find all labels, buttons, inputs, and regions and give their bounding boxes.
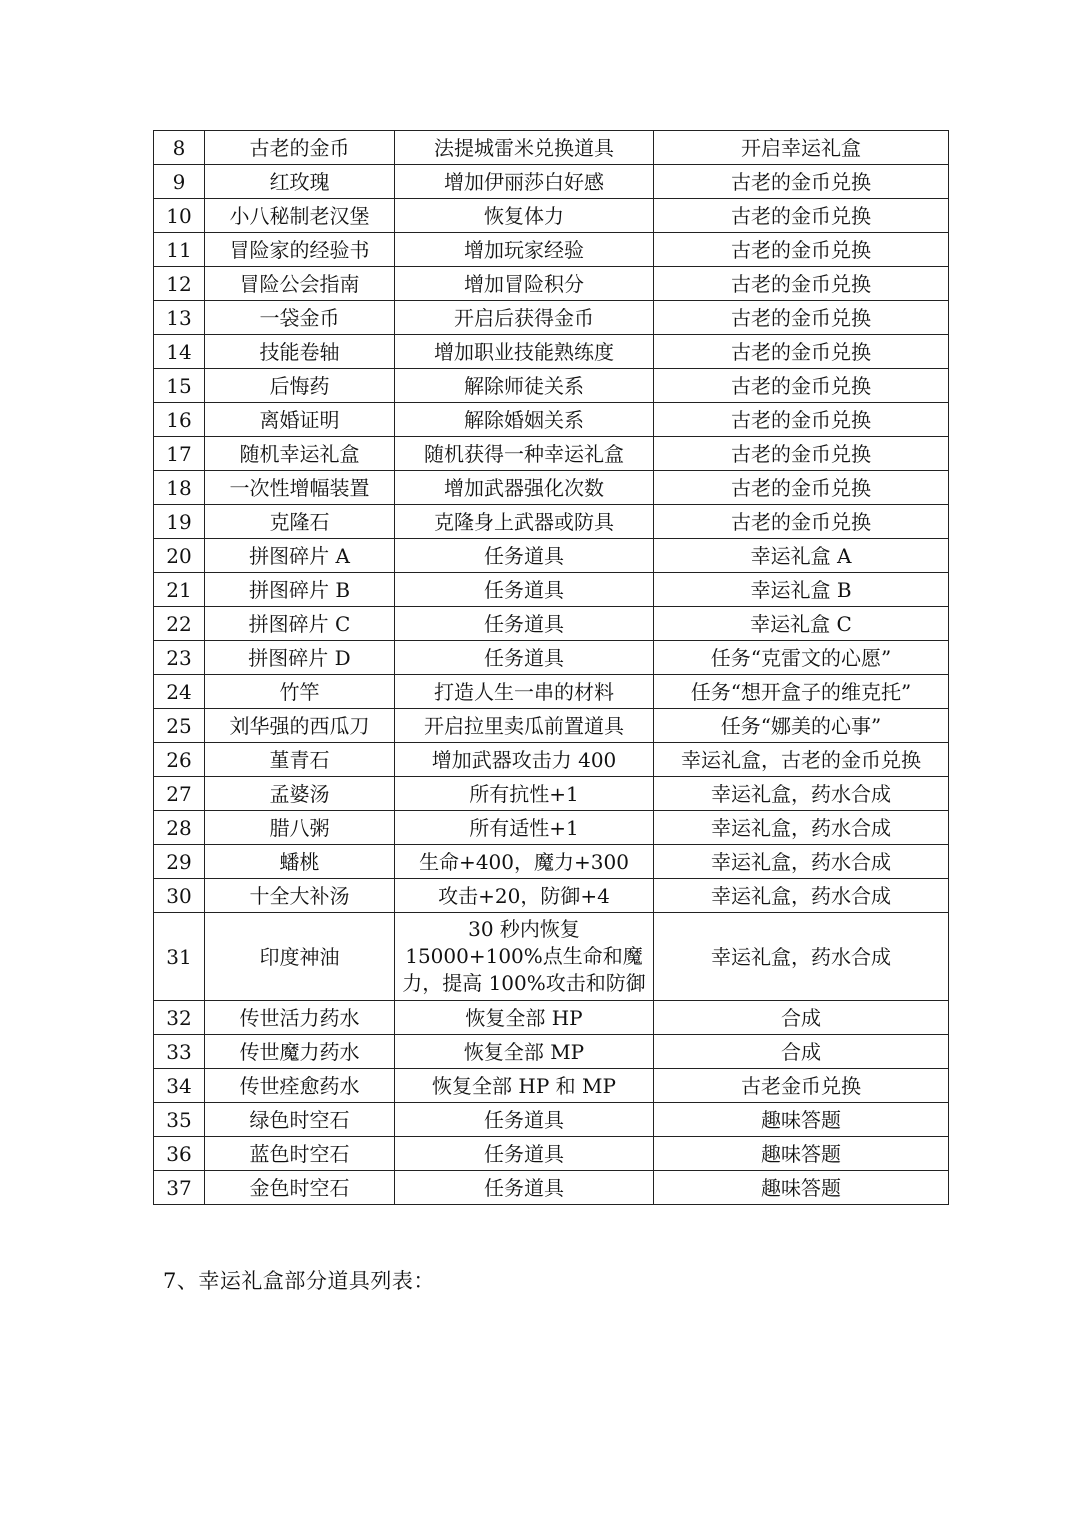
section-heading: 7、幸运礼盒部分道具列表： xyxy=(163,1269,435,1293)
cell-effect: 任务道具 xyxy=(395,607,654,641)
cell-number: 11 xyxy=(154,233,205,267)
cell-effect: 恢复全部 MP xyxy=(395,1035,654,1069)
cell-source: 古老的金币兑换 xyxy=(654,437,949,471)
table-row xyxy=(154,1069,949,1103)
table-row xyxy=(154,743,949,777)
cell-effect: 增加职业技能熟练度 xyxy=(395,335,654,369)
cell-item-name: 堇青石 xyxy=(205,743,395,777)
cell-effect: 任务道具 xyxy=(395,1137,654,1171)
cell-effect: 开启后获得金币 xyxy=(395,301,654,335)
cell-source: 古老的金币兑换 xyxy=(654,165,949,199)
cell-number: 12 xyxy=(154,267,205,301)
table-row xyxy=(154,607,949,641)
table-row xyxy=(154,879,949,913)
cell-item-name: 蟠桃 xyxy=(205,845,395,879)
cell-item-name: 离婚证明 xyxy=(205,403,395,437)
cell-item-name: 小八秘制老汉堡 xyxy=(205,199,395,233)
cell-source: 古老的金币兑换 xyxy=(654,199,949,233)
table-row xyxy=(154,539,949,573)
cell-item-name: 孟婆汤 xyxy=(205,777,395,811)
items-table xyxy=(153,130,949,1205)
cell-effect: 任务道具 xyxy=(395,1171,654,1205)
table-row xyxy=(154,1103,949,1137)
cell-item-name: 克隆石 xyxy=(205,505,395,539)
cell-effect: 所有适性+1 xyxy=(395,811,654,845)
cell-effect: 解除婚姻关系 xyxy=(395,403,654,437)
cell-number: 22 xyxy=(154,607,205,641)
cell-source: 幸运礼盒 A xyxy=(654,539,949,573)
cell-effect: 增加武器强化次数 xyxy=(395,471,654,505)
cell-source: 古老的金币兑换 xyxy=(654,369,949,403)
table-row xyxy=(154,777,949,811)
cell-item-name: 传世活力药水 xyxy=(205,1001,395,1035)
table-row xyxy=(154,505,949,539)
cell-number: 13 xyxy=(154,301,205,335)
cell-source: 合成 xyxy=(654,1001,949,1035)
cell-source: 幸运礼盒，药水合成 xyxy=(654,777,949,811)
cell-number: 28 xyxy=(154,811,205,845)
cell-effect: 恢复全部 HP xyxy=(395,1001,654,1035)
cell-source: 合成 xyxy=(654,1035,949,1069)
cell-item-name: 一次性增幅装置 xyxy=(205,471,395,505)
cell-number: 10 xyxy=(154,199,205,233)
table-row xyxy=(154,1001,949,1035)
cell-effect: 生命+400，魔力+300 xyxy=(395,845,654,879)
cell-effect: 任务道具 xyxy=(395,573,654,607)
cell-effect: 法提城雷米兑换道具 xyxy=(395,131,654,165)
cell-effect: 打造人生一串的材料 xyxy=(395,675,654,709)
cell-source: 古老的金币兑换 xyxy=(654,301,949,335)
cell-number: 33 xyxy=(154,1035,205,1069)
table-row xyxy=(154,1137,949,1171)
cell-number: 15 xyxy=(154,369,205,403)
table-row xyxy=(154,437,949,471)
cell-source: 任务“克雷文的心愿” xyxy=(654,641,949,675)
cell-number: 16 xyxy=(154,403,205,437)
cell-effect: 任务道具 xyxy=(395,539,654,573)
cell-effect: 增加冒险积分 xyxy=(395,267,654,301)
table-row xyxy=(154,233,949,267)
cell-number: 23 xyxy=(154,641,205,675)
cell-item-name: 金色时空石 xyxy=(205,1171,395,1205)
cell-number: 30 xyxy=(154,879,205,913)
cell-number: 18 xyxy=(154,471,205,505)
cell-source: 任务“娜美的心事” xyxy=(654,709,949,743)
cell-item-name: 冒险家的经验书 xyxy=(205,233,395,267)
cell-effect: 增加武器攻击力 400 xyxy=(395,743,654,777)
cell-number: 31 xyxy=(154,913,205,1001)
cell-item-name: 传世魔力药水 xyxy=(205,1035,395,1069)
table-row xyxy=(154,573,949,607)
cell-source: 古老的金币兑换 xyxy=(654,267,949,301)
cell-source: 古老的金币兑换 xyxy=(654,233,949,267)
cell-number: 25 xyxy=(154,709,205,743)
cell-item-name: 拼图碎片 C xyxy=(205,607,395,641)
items-table-body xyxy=(154,131,949,1205)
cell-item-name: 随机幸运礼盒 xyxy=(205,437,395,471)
cell-effect: 开启拉里卖瓜前置道具 xyxy=(395,709,654,743)
cell-item-name: 腊八粥 xyxy=(205,811,395,845)
cell-source: 古老的金币兑换 xyxy=(654,505,949,539)
cell-source: 趣味答题 xyxy=(654,1171,949,1205)
cell-source: 开启幸运礼盒 xyxy=(654,131,949,165)
cell-effect: 增加伊丽莎白好感 xyxy=(395,165,654,199)
table-row xyxy=(154,301,949,335)
cell-number: 36 xyxy=(154,1137,205,1171)
cell-source: 趣味答题 xyxy=(654,1137,949,1171)
cell-number: 29 xyxy=(154,845,205,879)
cell-item-name: 拼图碎片 D xyxy=(205,641,395,675)
cell-number: 14 xyxy=(154,335,205,369)
cell-source: 古老的金币兑换 xyxy=(654,403,949,437)
cell-effect: 任务道具 xyxy=(395,641,654,675)
cell-item-name: 拼图碎片 B xyxy=(205,573,395,607)
table-row xyxy=(154,369,949,403)
cell-number: 27 xyxy=(154,777,205,811)
cell-item-name: 十全大补汤 xyxy=(205,879,395,913)
cell-effect: 所有抗性+1 xyxy=(395,777,654,811)
cell-number: 20 xyxy=(154,539,205,573)
cell-effect: 恢复全部 HP 和 MP xyxy=(395,1069,654,1103)
table-row xyxy=(154,913,949,1001)
table-row xyxy=(154,709,949,743)
cell-source: 幸运礼盒 C xyxy=(654,607,949,641)
cell-number: 34 xyxy=(154,1069,205,1103)
cell-effect: 攻击+20，防御+4 xyxy=(395,879,654,913)
cell-item-name: 传世痊愈药水 xyxy=(205,1069,395,1103)
cell-source: 趣味答题 xyxy=(654,1103,949,1137)
cell-source: 幸运礼盒，药水合成 xyxy=(654,879,949,913)
cell-source: 古老的金币兑换 xyxy=(654,471,949,505)
cell-item-name: 冒险公会指南 xyxy=(205,267,395,301)
cell-number: 26 xyxy=(154,743,205,777)
table-row xyxy=(154,403,949,437)
cell-number: 37 xyxy=(154,1171,205,1205)
table-row xyxy=(154,165,949,199)
table-row xyxy=(154,471,949,505)
cell-number: 24 xyxy=(154,675,205,709)
table-row xyxy=(154,1171,949,1205)
cell-source: 幸运礼盒 B xyxy=(654,573,949,607)
cell-number: 17 xyxy=(154,437,205,471)
cell-source: 古老金币兑换 xyxy=(654,1069,949,1103)
cell-item-name: 后悔药 xyxy=(205,369,395,403)
table-row xyxy=(154,131,949,165)
cell-source: 幸运礼盒，药水合成 xyxy=(654,811,949,845)
cell-effect: 30 秒内恢复 15000+100%点生命和魔力，提高 100%攻击和防御 xyxy=(395,913,654,1001)
cell-number: 9 xyxy=(154,165,205,199)
table-row xyxy=(154,845,949,879)
table-row xyxy=(154,1035,949,1069)
cell-effect: 任务道具 xyxy=(395,1103,654,1137)
table-row xyxy=(154,267,949,301)
cell-item-name: 蓝色时空石 xyxy=(205,1137,395,1171)
table-row xyxy=(154,335,949,369)
cell-item-name: 红玫瑰 xyxy=(205,165,395,199)
cell-source: 幸运礼盒，古老的金币兑换 xyxy=(654,743,949,777)
table-row xyxy=(154,199,949,233)
cell-item-name: 刘华强的西瓜刀 xyxy=(205,709,395,743)
cell-item-name: 印度神油 xyxy=(205,913,395,1001)
cell-item-name: 古老的金币 xyxy=(205,131,395,165)
cell-effect: 增加玩家经验 xyxy=(395,233,654,267)
cell-item-name: 一袋金币 xyxy=(205,301,395,335)
table-row xyxy=(154,675,949,709)
cell-source: 任务“想开盒子的维克托” xyxy=(654,675,949,709)
cell-source: 幸运礼盒，药水合成 xyxy=(654,913,949,1001)
cell-source: 古老的金币兑换 xyxy=(654,335,949,369)
cell-number: 21 xyxy=(154,573,205,607)
cell-number: 32 xyxy=(154,1001,205,1035)
cell-item-name: 竹竿 xyxy=(205,675,395,709)
cell-effect: 克隆身上武器或防具 xyxy=(395,505,654,539)
cell-effect: 解除师徒关系 xyxy=(395,369,654,403)
cell-number: 19 xyxy=(154,505,205,539)
cell-effect: 恢复体力 xyxy=(395,199,654,233)
cell-effect: 随机获得一种幸运礼盒 xyxy=(395,437,654,471)
cell-item-name: 技能卷轴 xyxy=(205,335,395,369)
table-row xyxy=(154,641,949,675)
cell-number: 35 xyxy=(154,1103,205,1137)
cell-item-name: 绿色时空石 xyxy=(205,1103,395,1137)
cell-item-name: 拼图碎片 A xyxy=(205,539,395,573)
cell-number: 8 xyxy=(154,131,205,165)
table-row xyxy=(154,811,949,845)
cell-source: 幸运礼盒，药水合成 xyxy=(654,845,949,879)
